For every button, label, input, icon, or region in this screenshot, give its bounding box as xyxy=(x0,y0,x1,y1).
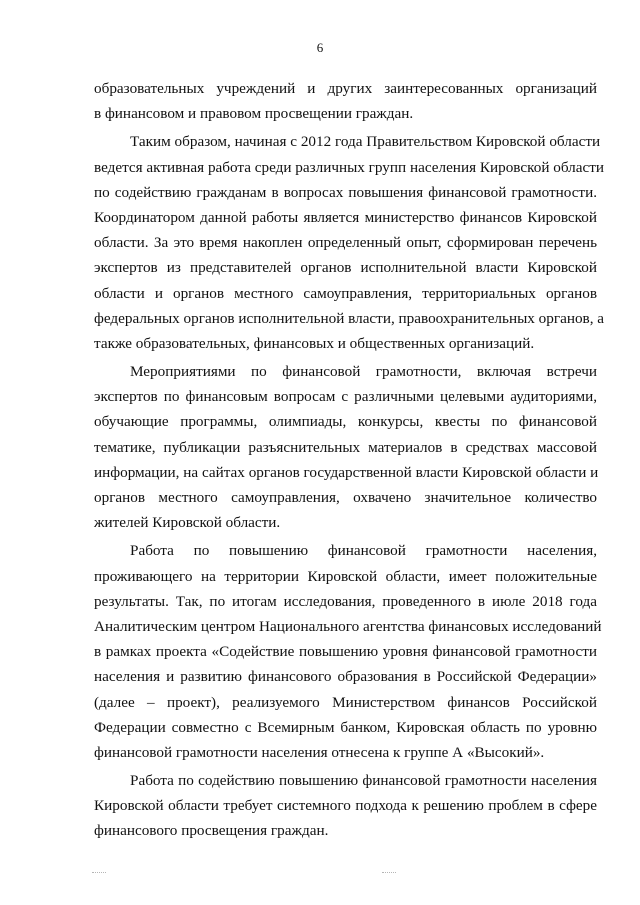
text-line: Работа по повышению финансовой грамотности населения, xyxy=(130,542,597,560)
text-line: Аналитическим центром Национального агентства финансовых исследований xyxy=(94,617,602,635)
text-line: Работа по содействию повышению финансовой грамотности населения xyxy=(130,772,597,790)
page-number: 6 xyxy=(316,40,324,55)
text-line: Координатором данной работы является министерство финансов Кировской xyxy=(94,208,597,226)
text-line: результаты. Так, по итогам исследования, проведенного в июле 2018 года xyxy=(94,592,597,610)
paragraph-3 xyxy=(94,359,597,535)
text-line: области и органов местного самоуправления, территориальных органов xyxy=(94,284,597,302)
text-line: Таким образом, начиная с 2012 года Правительством Кировской области xyxy=(130,133,601,151)
paragraph-4 xyxy=(94,538,602,765)
scan-artifact xyxy=(382,872,396,874)
paragraph-2 xyxy=(94,129,605,356)
text-line: также образовательных, финансовых и общественных организаций. xyxy=(94,334,535,352)
text-line: органов местного самоуправления, охвачено значительное количество xyxy=(94,489,597,506)
text-line: в финансовом и правовом просвещении граждан. xyxy=(94,105,414,123)
text-line: Федерации совместно с Всемирным банком, Кировская область по уровню xyxy=(94,718,597,736)
text-line: Мероприятиями по финансовой грамотности, включая встречи xyxy=(130,363,597,381)
body-text xyxy=(94,76,605,847)
scan-artifact xyxy=(92,872,106,874)
text-line: населения и развитию финансового образования в Российской Федерации» xyxy=(94,668,597,686)
text-line: области. За это время накоплен определенный опыт, сформирован перечень xyxy=(94,234,597,252)
paragraph-1 xyxy=(94,76,597,126)
text-line: экспертов из представителей органов исполнительной власти Кировской xyxy=(94,259,597,277)
text-line: (далее – проект), реализуемого Министерством финансов Российской xyxy=(94,693,597,711)
text-line: Кировской области требует системного подхода к решению проблем в сфере xyxy=(94,797,597,815)
text-line: в рамках проекта «Содействие повышению уровня финансовой грамотности xyxy=(94,643,597,661)
text-line: тематике, публикации разъяснительных материалов в средствах массовой xyxy=(94,438,597,456)
paragraph-5 xyxy=(94,768,597,844)
text-line: образовательных учреждений и других заинтересованных организаций xyxy=(94,80,597,97)
text-line: обучающие программы, олимпиады, конкурсы, квесты по финансовой xyxy=(94,413,597,431)
text-line: по содействию гражданам в вопросах повышения финансовой грамотности. xyxy=(94,183,597,201)
text-line: ведется активная работа среди различных групп населения Кировской области xyxy=(94,158,605,176)
text-line: экспертов по финансовым вопросам с различными целевыми аудиториями, xyxy=(94,388,597,406)
text-line: проживающего на территории Кировской области, имеет положительные xyxy=(94,567,597,585)
text-line: жителей Кировской области. xyxy=(94,514,281,532)
text-line: информации, на сайтах органов государственной власти Кировской области и xyxy=(94,463,599,481)
text-line: федеральных органов исполнительной власти, правоохранительных органов, а xyxy=(94,309,605,327)
text-line: финансовой грамотности населения отнесена к группе А «Высокий». xyxy=(94,743,545,761)
text-line: финансового просвещения граждан. xyxy=(94,822,329,840)
